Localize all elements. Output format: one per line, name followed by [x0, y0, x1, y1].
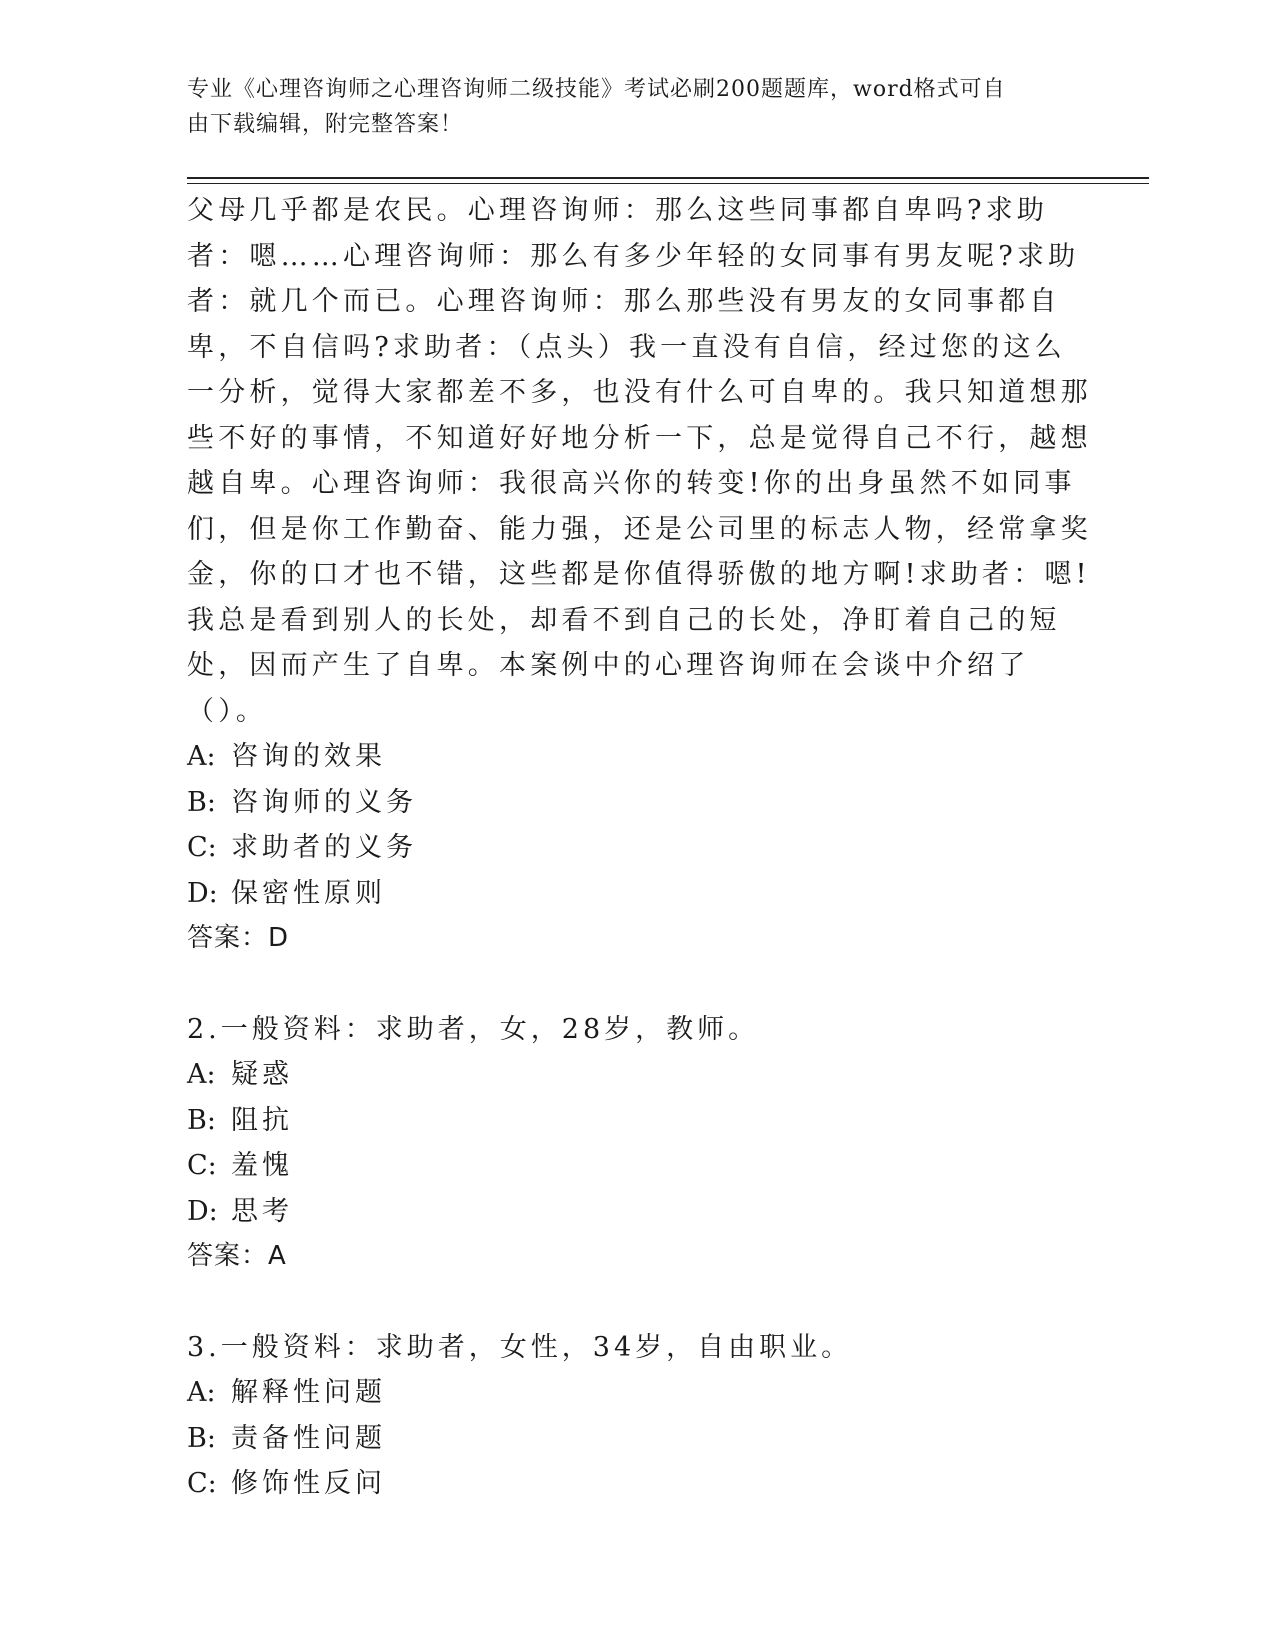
- question-2-option-d: [187, 1189, 1092, 1235]
- option-text: 责备性问题: [231, 1422, 386, 1454]
- option-text: 保密性原则: [231, 877, 386, 909]
- option-text: 修饰性反问: [231, 1468, 386, 1499]
- option-text: 咨询师的义务: [231, 786, 417, 818]
- option-key: D:: [187, 1195, 218, 1227]
- option-text: 疑惑: [231, 1059, 293, 1090]
- question-2-stem: 2.一般资料：求助者，女，28岁，教师。: [187, 1013, 760, 1045]
- question-1-option-b: [187, 780, 1092, 826]
- header-divider-thin: [187, 183, 1149, 184]
- question-content: [187, 188, 1092, 1507]
- question-2-option-c: [187, 1143, 1092, 1189]
- option-text: 羞愧: [231, 1150, 293, 1181]
- question-1-passage: 父母几乎都是农民。心理咨询师：那么这些同事都自卑吗?求助者：嗯……心理咨询师：那么有多少年轻的女同事有男友呢?求助者：就几个而已。心理咨询师：那么那些没有男友的女同事都自卑，不自信吗?求助者：（点头）我一直没有自信，经过您的这么一分析，觉得大家都差不多，也没有什么可自卑的。我只知道想那些不好的事情，不知道好好地分析一下，总是觉得自己不行，越想越自卑。心理咨询师：我很高兴你的转变!你的出身虽然不如同事们，但是你工作勤奋、能力强，还是公司里的标志人物，经常拿奖金，你的口才也不错，这些都是你值得骄傲的地方啊!求助者：嗯!我总是看到别人的长处，却看不到自己的长处，净盯着自己的短处，因而产生了自卑。本案例中的心理咨询师在会谈中介绍了（）。: [187, 195, 1092, 727]
- option-key: C:: [187, 832, 217, 863]
- question-1-answer: 答案：D: [187, 923, 290, 953]
- question-1-option-d: [187, 871, 1092, 917]
- header-line-2: 由下载编辑，附完整答案！: [187, 112, 464, 137]
- question-2-option-b: [187, 1098, 1092, 1144]
- header-line-1: 专业《心理咨询师之心理咨询师二级技能》考试必刷200题题库，word格式可自: [187, 77, 1006, 102]
- option-text: 咨询的效果: [231, 741, 386, 772]
- option-key: A:: [187, 1377, 216, 1408]
- option-key: A:: [187, 1059, 216, 1090]
- option-text: 阻抗: [231, 1104, 293, 1136]
- option-key: D:: [187, 877, 218, 909]
- question-3-option-c: [187, 1461, 1092, 1507]
- option-key: C:: [187, 1150, 217, 1181]
- question-3-option-b: [187, 1416, 1092, 1462]
- option-text: 求助者的义务: [231, 832, 417, 863]
- question-3-option-a: [187, 1370, 1092, 1416]
- option-key: B:: [187, 1422, 216, 1454]
- question-2-answer: 答案：A: [187, 1241, 287, 1271]
- document-header: [187, 72, 1067, 142]
- header-divider-thick: [187, 177, 1149, 179]
- option-key: B:: [187, 786, 216, 818]
- option-text: 思考: [231, 1195, 293, 1227]
- question-1-option-c: [187, 825, 1092, 871]
- option-text: 解释性问题: [231, 1377, 386, 1408]
- spacer: [187, 962, 1092, 1007]
- question-1-option-a: [187, 734, 1092, 780]
- question-2-option-a: [187, 1052, 1092, 1098]
- spacer: [187, 1280, 1092, 1325]
- option-key: A:: [187, 741, 216, 772]
- question-3-stem: 3.一般资料：求助者，女性，34岁，自由职业。: [187, 1331, 853, 1363]
- option-key: B:: [187, 1104, 216, 1136]
- option-key: C:: [187, 1468, 217, 1499]
